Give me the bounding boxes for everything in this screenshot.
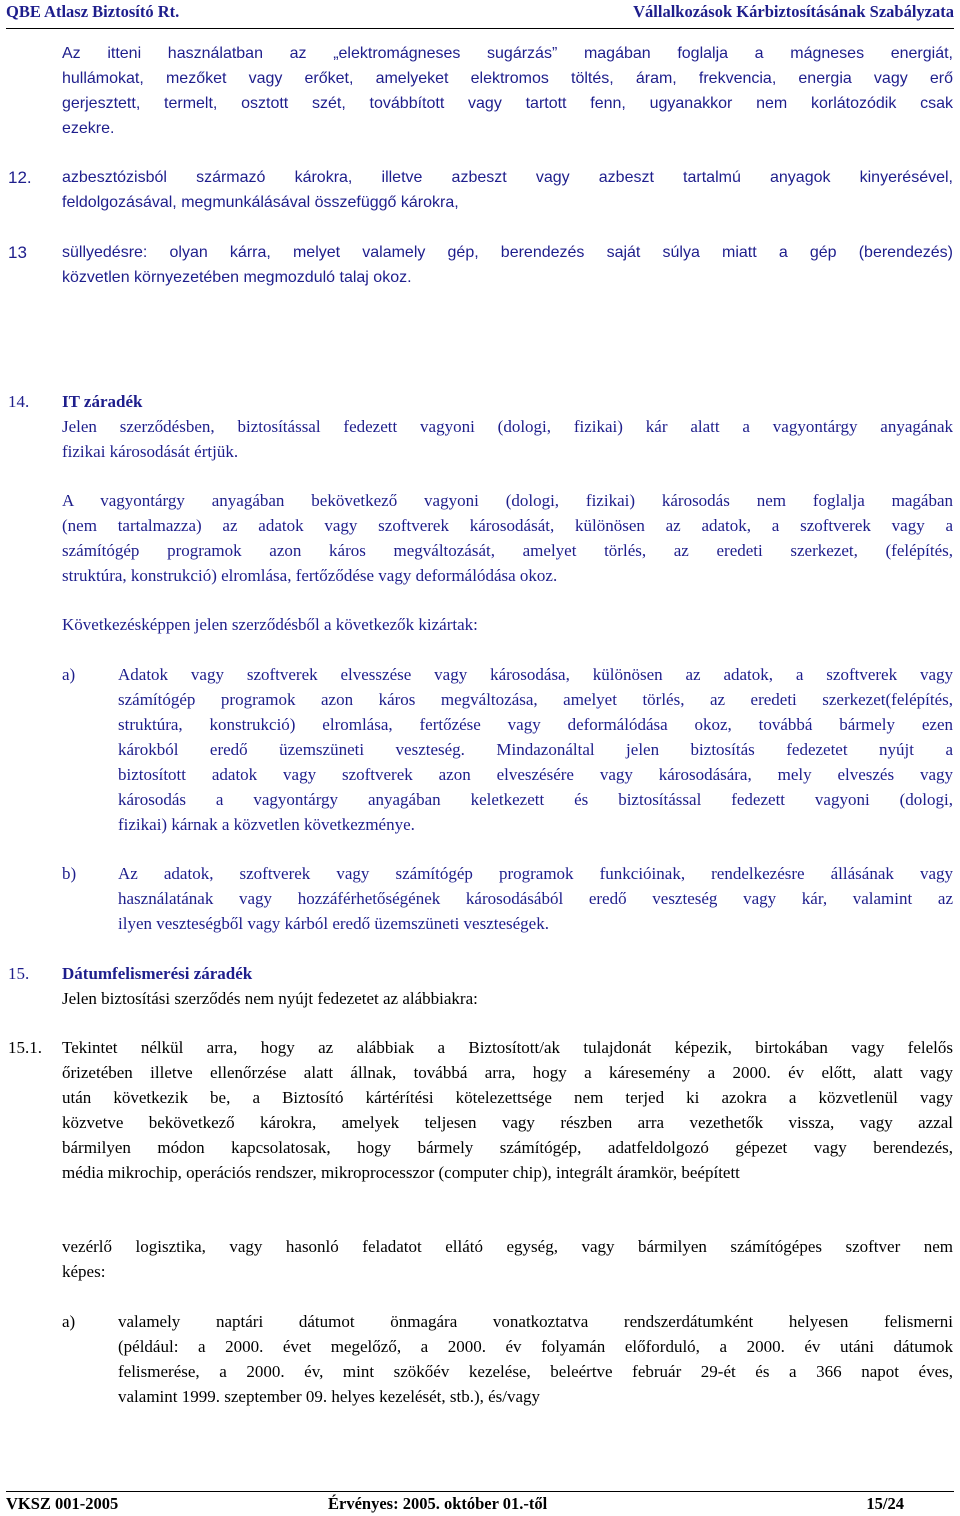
- text-line: A vagyontárgy anyagában bekövetkező vagyoni (dologi, fizikai) károsodás nem foglalja magában: [62, 491, 953, 510]
- text-line: Az adatok, szoftverek vagy számítógép programok funkcióinak, rendelkezésre állásának vagy: [118, 864, 953, 883]
- footer-doc-code: VKSZ 001-2005: [6, 1494, 119, 1513]
- text-line: valamely naptári dátumot önmagára vonatkoztatva rendszerdátumként helyesen felismerni: [118, 1312, 953, 1331]
- text-line: struktúra, konstrukció) elromlása, fertőzése vagy deformálódása okoz, továbbá bármely ezen: [118, 715, 953, 734]
- item-14-title: IT záradék: [62, 392, 143, 411]
- text-line: képes:: [62, 1262, 106, 1281]
- text-line: hullámokat, mezőket vagy erőket, amelyeket elektromos töltés, áram, frekvencia, energia vagy erő: [62, 70, 953, 87]
- page-footer: [6, 1491, 954, 1516]
- item-12-number: 12.: [8, 168, 32, 187]
- item-15-1-number: 15.1.: [8, 1038, 42, 1057]
- footer-page-number: 15/24: [866, 1494, 904, 1513]
- item-12-text: [62, 165, 953, 215]
- item-14-paragraph-1: [62, 414, 953, 464]
- text-line: után következik be, a Biztosító kártérítési kötelezettsége nem terjed ki azokra a közvetlenül vagy: [62, 1088, 953, 1107]
- item-14-number: 14.: [8, 392, 30, 411]
- text-line: azbesztózisból származó károkra, illetve azbeszt vagy azbeszt tartalmú anyagok kinyerésével,: [62, 169, 953, 186]
- text-line: őrizetében illetve ellenőrzése alatt állnak, továbbá arra, hogy a káresemény a 2000. év előtt, alatt vagy: [62, 1063, 953, 1082]
- item-13-number: 13: [8, 243, 27, 262]
- item-15-a-label: a): [62, 1312, 76, 1331]
- header-company: QBE Atlasz Biztosító Rt.: [6, 2, 180, 21]
- text-line: károsodás a vagyontárgy anyagában keletkezett és biztosítással fedezett vagyoni (dologi,: [118, 790, 953, 809]
- item-15-1-continuation: [62, 1234, 953, 1284]
- text-line: fizikai károsodását értjük.: [62, 442, 239, 461]
- item-15-a-text: [118, 1309, 953, 1409]
- text-line: közvetlen környezetében megmozduló talaj okoz.: [62, 269, 412, 286]
- text-line: számítógép programok azon káros megváltozása, amelyet törlés, az eredeti szerkezet(felépítés,: [118, 690, 953, 709]
- text-line: közvetve bekövetkező károkra, amelyek teljesen vagy részben arra vezethetők vissza, vagy azzal: [62, 1113, 953, 1132]
- item-13-text: [62, 240, 953, 290]
- page-header: [6, 0, 954, 29]
- text-line: Tekintet nélkül arra, hogy az alábbiak a Biztosított/ak tulajdonát képezik, birtokában vagy felelős: [62, 1038, 953, 1057]
- text-line: struktúra, konstrukció) elromlása, fertőződése vagy deformálódása okoz.: [62, 566, 558, 585]
- text-line: károkból eredő üzemszüneti veszteség. Mindazonáltal jelen biztosítás fedezetet nyújt a: [118, 740, 953, 759]
- text-line: vezérlő logisztika, vagy hasonló feladatot ellátó egység, vagy bármilyen számítógépes szoftver nem: [62, 1237, 953, 1256]
- text-line: bármilyen módon kapcsolatosak, hogy bármely számítógép, adatfeldolgozó gépezet vagy berendezés,: [62, 1138, 953, 1157]
- item-14-paragraph-2: [62, 488, 953, 588]
- text-line: használatának vagy hozzáférhetőségének károsodásából eredő veszteség vagy kár, valamint az: [118, 889, 953, 908]
- item-14-a-text: [118, 662, 953, 837]
- text-line: süllyedésre: olyan kárra, melyet valamely gép, berendezés saját súlya miatt a gép (berendezés): [62, 244, 953, 261]
- text-line: gerjesztett, termelt, osztott szét, továbbított vagy tartott fenn, ugyanakkor nem korlátozódik csak: [62, 95, 953, 112]
- text-line: média mikrochip, operációs rendszer, mikroprocesszor (computer chip), integrált áramkör, beépített: [62, 1163, 740, 1182]
- text-line: fizikai) kárnak a közvetlen következménye.: [118, 815, 415, 834]
- text-line: biztosított adatok vagy szoftverek azon elveszésére vagy károsodására, mely elveszés vagy: [118, 765, 953, 784]
- item-15-number: 15.: [8, 964, 30, 983]
- text-line: Jelen szerződésben, biztosítással fedezett vagyoni (dologi, fizikai) kár alatt a vagyontárgy anyagának: [62, 417, 953, 436]
- text-line: feldolgozásával, megmunkálásával összefüggő károkra,: [62, 194, 459, 211]
- text-line: (nem tartalmazza) az adatok vagy szoftverek károsodását, különösen az adatok, a szoftverek vagy a: [62, 516, 953, 535]
- text-line: valamint 1999. szeptember 09. helyes kezelését, stb.), és/vagy: [118, 1387, 541, 1406]
- item-15-intro: Jelen biztosítási szerződés nem nyújt fedezetet az alábbiakra:: [62, 989, 478, 1008]
- text-line: Adatok vagy szoftverek elvesszése vagy károsodása, különösen az adatok, a szoftverek vagy: [118, 665, 953, 684]
- text-line: (például: a 2000. évet megelőző, a 2000. év folyamán előforduló, a 2000. év utáni dátumok: [118, 1337, 953, 1356]
- item-14-a-label: a): [62, 665, 76, 684]
- text-line: felismerése, a 2000. év, mint szökőév kezelése, beleértve február 29-ét és a 366 napot éves,: [118, 1362, 953, 1381]
- text-line: ezekre.: [62, 120, 115, 137]
- footer-valid-date: Érvényes: 2005. október 01.-től: [328, 1494, 548, 1513]
- text-line: számítógép programok azon káros megváltozását, amelyet törlés, az eredeti szerkezet, (felépítés,: [62, 541, 953, 560]
- item-15-1-text: [62, 1035, 953, 1185]
- text-line: ilyen veszteségből vagy kárból eredő üzemszüneti veszteségek.: [118, 914, 549, 933]
- intro-paragraph: [62, 41, 953, 141]
- item-14-paragraph-3: Következésképpen jelen szerződésből a következők kizártak:: [62, 615, 478, 634]
- text-line: Az itteni használatban az „elektromágneses sugárzás” magában foglalja a mágneses energiát,: [62, 45, 953, 62]
- item-14-b-text: [118, 861, 953, 936]
- item-15-title: Dátumfelismerési záradék: [62, 964, 253, 983]
- item-14-b-label: b): [62, 864, 77, 883]
- header-doc-title: Vállalkozások Kárbiztosításának Szabályzata: [633, 2, 954, 21]
